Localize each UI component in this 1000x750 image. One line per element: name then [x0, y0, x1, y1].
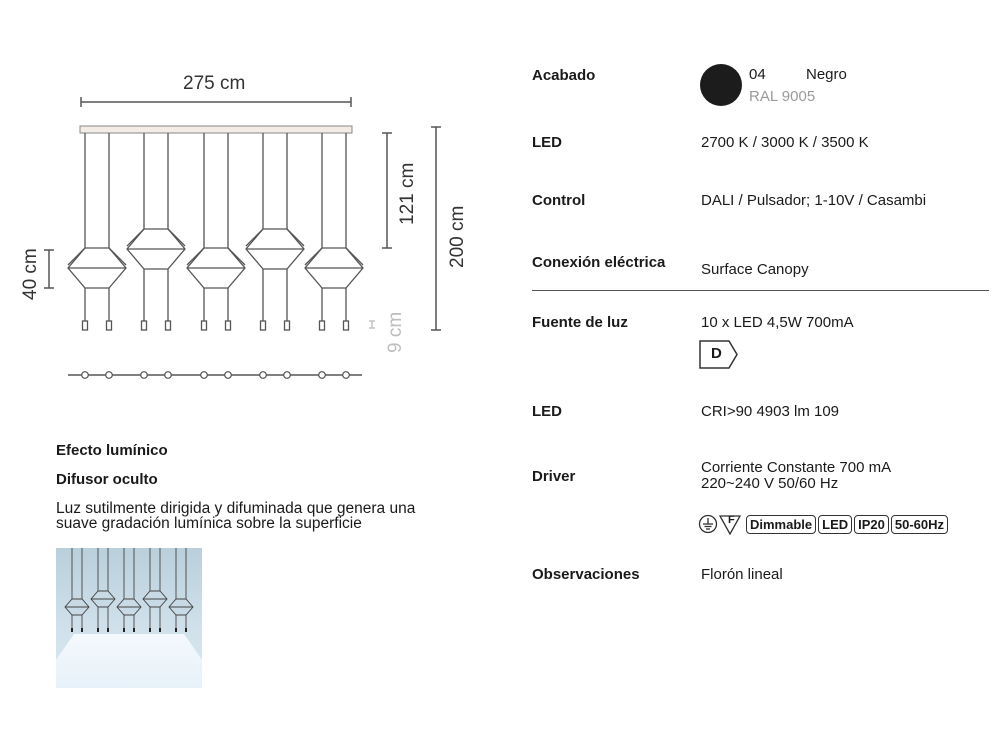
control-value: DALI / Pulsador; 1-10V / Casambi: [701, 192, 927, 209]
conexion-label: Conexión eléctrica: [532, 254, 666, 271]
driver-badge: 50-60Hz: [891, 515, 948, 534]
diffuser-label: 40 cm: [20, 248, 41, 300]
finish-code: 04: [749, 66, 766, 83]
finish-swatch: [700, 64, 742, 106]
pendant: [68, 133, 126, 330]
certification-icons: [698, 514, 744, 536]
control-label: Control: [532, 192, 586, 209]
drop-label: 121 cm: [397, 162, 418, 225]
effect-subtitle: Difusor oculto: [56, 471, 158, 488]
driver-badges: [746, 515, 950, 534]
driver-value-line2: 220~240 V 50/60 Hz: [701, 475, 839, 492]
energy-class-letter: D: [711, 345, 722, 362]
top-view-dot: [319, 372, 326, 379]
effect-description-line1: Luz sutilmente dirigida y difuminada que genera una: [56, 500, 416, 517]
pendant: [187, 133, 245, 330]
width-label: 275 cm: [183, 73, 246, 94]
bottom-label: 9 cm: [385, 311, 406, 353]
effect-description-line2: suave gradación lumínica sobre la superficie: [56, 515, 362, 532]
led-value: 2700 K / 3000 K / 3500 K: [701, 134, 869, 151]
pendant-group: [68, 133, 363, 330]
fuente-value: 10 x LED 4,5W 700mA: [701, 314, 854, 331]
top-view-dot: [141, 372, 148, 379]
conexion-value: Surface Canopy: [701, 261, 809, 278]
driver-badge: Dimmable: [746, 515, 816, 534]
driver-label: Driver: [532, 468, 576, 485]
top-view-dot: [106, 372, 113, 379]
top-view-dot: [201, 372, 208, 379]
top-view-dot: [165, 372, 172, 379]
observaciones-label: Observaciones: [532, 566, 640, 583]
led-label: LED: [532, 134, 562, 151]
section-divider: [532, 290, 989, 291]
light-effect-illustration: [56, 548, 202, 688]
fuente-label: Fuente de luz: [532, 314, 628, 331]
top-view-dot: [225, 372, 232, 379]
top-view-dot: [260, 372, 267, 379]
observaciones-value: Florón lineal: [701, 566, 783, 583]
driver-badge: LED: [818, 515, 852, 534]
height-label: 200 cm: [447, 205, 468, 268]
top-view-dot: [343, 372, 350, 379]
canopy-bar: [80, 126, 352, 133]
pendant: [246, 133, 304, 330]
driver-badge: IP20: [854, 515, 889, 534]
driver-value-line1: Corriente Constante 700 mA: [701, 459, 892, 476]
led2-value: CRI>90 4903 lm 109: [701, 403, 840, 420]
effect-title: Efecto lumínico: [56, 442, 168, 459]
finish-name: Negro: [806, 66, 847, 83]
led2-label: LED: [532, 403, 562, 420]
finish-ral: RAL 9005: [749, 88, 816, 105]
pendant: [127, 133, 185, 330]
top-view-dot: [284, 372, 291, 379]
f-mark-letter: F: [728, 514, 735, 526]
pendant: [305, 133, 363, 330]
acabado-label: Acabado: [532, 67, 596, 84]
top-view-dot: [82, 372, 89, 379]
